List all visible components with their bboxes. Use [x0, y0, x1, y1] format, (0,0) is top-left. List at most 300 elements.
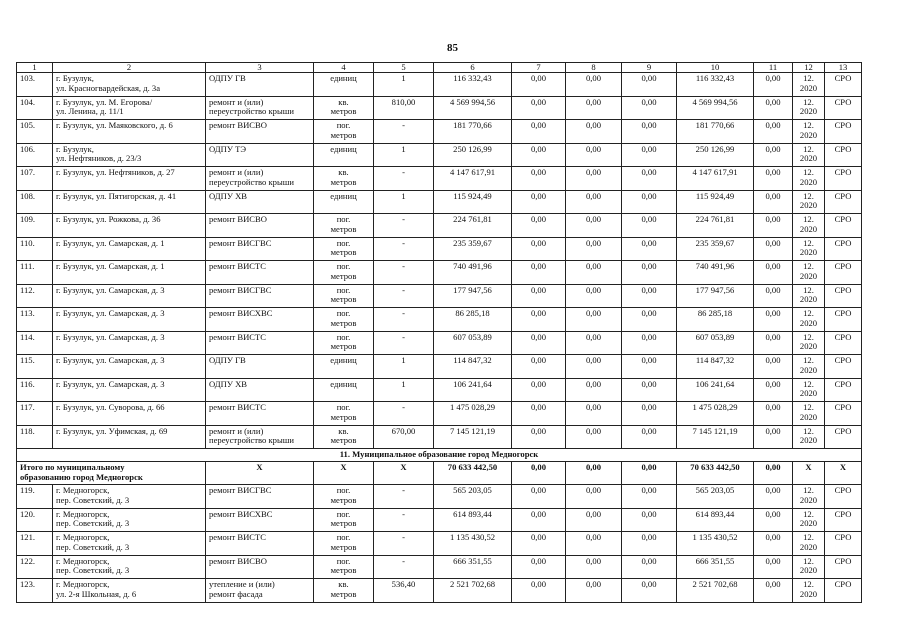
value-cell: 0,00 — [754, 532, 793, 556]
value-cell: 0,00 — [754, 378, 793, 402]
value-cell: 0,00 — [754, 167, 793, 191]
work-type-cell — [206, 555, 314, 579]
deadline-cell-line: 2020 — [799, 223, 818, 234]
value-cell: 0,00 — [512, 331, 566, 355]
address-cell-line: г. Бузулук, ул. Уфимская, д. 69 — [56, 425, 168, 436]
fund-cost-cell: 4 147 617,91 — [677, 167, 754, 191]
method-cell: СРО — [825, 308, 862, 332]
value-cell: 0,00 — [622, 508, 677, 532]
unit-cell-line: метров — [330, 294, 357, 305]
column-header: 8 — [566, 63, 622, 73]
row-number: 105. — [17, 120, 53, 144]
deadline-cell-line: 2020 — [799, 541, 818, 552]
work-type-cell — [206, 214, 314, 238]
unit-cell — [314, 555, 374, 579]
deadline-cell — [793, 190, 825, 214]
method-cell: СРО — [825, 120, 862, 144]
quantity-cell: 1 — [374, 190, 434, 214]
unit-cell — [314, 167, 374, 191]
value-cell: 0,00 — [512, 355, 566, 379]
unit-cell — [314, 284, 374, 308]
table-row — [17, 284, 862, 308]
value-cell: 0,00 — [754, 508, 793, 532]
deadline-cell-line: 12. — [803, 508, 814, 519]
address-cell — [53, 331, 206, 355]
table-row — [17, 579, 862, 603]
subtotal-value: X — [374, 462, 434, 485]
quantity-cell: - — [374, 532, 434, 556]
deadline-cell — [793, 73, 825, 97]
unit-cell-line: метров — [330, 494, 357, 505]
total-cost-cell: 2 521 702,68 — [434, 579, 512, 603]
address-cell — [53, 532, 206, 556]
value-cell: 0,00 — [622, 73, 677, 97]
deadline-cell-line: 12. — [803, 261, 814, 271]
work-type-cell — [206, 425, 314, 449]
unit-cell — [314, 579, 374, 603]
value-cell: 0,00 — [566, 485, 622, 509]
subtotal-value: X — [825, 462, 862, 485]
value-cell: 0,00 — [566, 143, 622, 167]
deadline-cell-line: 12. — [803, 214, 814, 224]
fund-cost-cell: 666 351,55 — [677, 555, 754, 579]
value-cell: 0,00 — [512, 143, 566, 167]
unit-cell-line: метров — [330, 176, 357, 187]
value-cell: 0,00 — [754, 284, 793, 308]
quantity-cell: - — [374, 331, 434, 355]
row-number: 120. — [17, 508, 53, 532]
value-cell: 0,00 — [622, 485, 677, 509]
work-type-cell — [206, 120, 314, 144]
total-cost-cell: 250 126,99 — [434, 143, 512, 167]
unit-cell — [314, 378, 374, 402]
table-row — [17, 167, 862, 191]
quantity-cell: 1 — [374, 378, 434, 402]
total-cost-cell: 235 359,67 — [434, 237, 512, 261]
address-cell — [53, 485, 206, 509]
address-cell-line: г. Медногорск, — [56, 555, 110, 566]
unit-cell — [314, 402, 374, 426]
deadline-cell-line: 12. — [803, 402, 814, 412]
value-cell: 0,00 — [622, 331, 677, 355]
work-type-cell-line: ремонт и (или) — [209, 96, 264, 107]
unit-cell-line: метров — [330, 270, 357, 281]
value-cell: 0,00 — [566, 96, 622, 120]
value-cell: 0,00 — [622, 284, 677, 308]
quantity-cell: 1 — [374, 73, 434, 97]
deadline-cell — [793, 284, 825, 308]
column-header: 6 — [434, 63, 512, 73]
deadline-cell-line: 2020 — [799, 518, 818, 529]
column-number-row — [17, 63, 862, 73]
unit-cell-line: пог. — [336, 485, 351, 495]
value-cell: 0,00 — [754, 261, 793, 285]
deadline-cell — [793, 308, 825, 332]
address-cell-line: г. Бузулук, ул. Самарская, д. 3 — [56, 284, 165, 295]
deadline-cell-line: 2020 — [799, 494, 818, 505]
fund-cost-cell: 4 569 994,56 — [677, 96, 754, 120]
row-number: 114. — [17, 331, 53, 355]
value-cell: 0,00 — [512, 579, 566, 603]
deadline-cell-line: 2020 — [799, 200, 818, 211]
work-type-cell — [206, 237, 314, 261]
work-type-cell — [206, 532, 314, 556]
unit-cell-line: пог. — [336, 237, 351, 248]
address-cell-line: г. Бузулук, ул. М. Егорова/ — [56, 96, 153, 107]
subtotal-value: 0,00 — [754, 462, 793, 485]
value-cell: 0,00 — [622, 96, 677, 120]
subtotal-value: 70 633 442,50 — [677, 462, 754, 485]
deadline-cell-line: 12. — [803, 485, 814, 495]
value-cell: 0,00 — [566, 120, 622, 144]
address-cell-line: ул. Ленина, д. 11/1 — [56, 106, 124, 117]
work-type-cell-line: ремонт и (или) — [209, 425, 264, 436]
address-cell — [53, 284, 206, 308]
section-row — [17, 449, 862, 462]
value-cell: 0,00 — [512, 425, 566, 449]
row-number: 110. — [17, 237, 53, 261]
value-cell: 0,00 — [566, 425, 622, 449]
subtotal-row — [17, 462, 862, 485]
value-cell: 0,00 — [622, 532, 677, 556]
work-type-cell-line: ремонт ВИСТС — [209, 532, 267, 542]
total-cost-cell: 116 332,43 — [434, 73, 512, 97]
deadline-cell-line: 12. — [803, 532, 814, 542]
method-cell: СРО — [825, 331, 862, 355]
deadline-cell-line: 2020 — [799, 247, 818, 258]
quantity-cell: - — [374, 261, 434, 285]
value-cell: 0,00 — [512, 532, 566, 556]
column-header: 4 — [314, 63, 374, 73]
table-row — [17, 331, 862, 355]
work-type-cell — [206, 508, 314, 532]
table-row — [17, 143, 862, 167]
subtotal-value: 0,00 — [622, 462, 677, 485]
address-cell-line: г. Бузулук, ул. Рожкова, д. 36 — [56, 214, 161, 224]
value-cell: 0,00 — [566, 508, 622, 532]
address-cell — [53, 508, 206, 532]
fund-cost-cell: 7 145 121,19 — [677, 425, 754, 449]
total-cost-cell: 115 924,49 — [434, 190, 512, 214]
deadline-cell-line: 2020 — [799, 364, 818, 375]
work-type-cell — [206, 143, 314, 167]
page-number: 85 — [447, 42, 458, 54]
value-cell: 0,00 — [512, 378, 566, 402]
method-cell: СРО — [825, 284, 862, 308]
subtotal-label-line: Итого по муниципальному — [20, 462, 125, 472]
address-cell — [53, 167, 206, 191]
address-cell-line: г. Бузулук, ул. Самарская, д. 3 — [56, 308, 165, 318]
fund-cost-cell: 740 491,96 — [677, 261, 754, 285]
deadline-cell — [793, 402, 825, 426]
address-cell — [53, 237, 206, 261]
quantity-cell: - — [374, 167, 434, 191]
method-cell: СРО — [825, 261, 862, 285]
method-cell: СРО — [825, 555, 862, 579]
column-header: 2 — [53, 63, 206, 73]
value-cell: 0,00 — [754, 237, 793, 261]
address-cell — [53, 308, 206, 332]
table-row — [17, 73, 862, 97]
row-number: 113. — [17, 308, 53, 332]
fund-cost-cell: 115 924,49 — [677, 190, 754, 214]
unit-cell-line: кв. — [338, 579, 349, 589]
address-cell-line: г. Бузулук, ул. Самарская, д. 3 — [56, 355, 165, 365]
row-number: 109. — [17, 214, 53, 238]
fund-cost-cell: 235 359,67 — [677, 237, 754, 261]
deadline-cell-line: 2020 — [799, 294, 818, 305]
fund-cost-cell: 614 893,44 — [677, 508, 754, 532]
value-cell: 0,00 — [512, 308, 566, 332]
address-cell-line: ул. Красногвардейская, д. 3а — [56, 82, 161, 93]
unit-cell-line: пог. — [336, 402, 351, 412]
unit-cell — [314, 425, 374, 449]
row-number: 107. — [17, 167, 53, 191]
subtotal-value: 0,00 — [566, 462, 622, 485]
work-type-cell — [206, 355, 314, 379]
value-cell: 0,00 — [566, 402, 622, 426]
method-cell: СРО — [825, 579, 862, 603]
section-title: 11. Муниципальное образование город Медногорск — [17, 449, 862, 462]
deadline-cell-line: 12. — [803, 96, 814, 107]
unit-cell — [314, 308, 374, 332]
unit-cell-line: единиц — [330, 190, 357, 201]
method-cell: СРО — [825, 485, 862, 509]
value-cell: 0,00 — [512, 73, 566, 97]
value-cell: 0,00 — [754, 214, 793, 238]
method-cell: СРО — [825, 532, 862, 556]
value-cell: 0,00 — [754, 485, 793, 509]
row-number: 118. — [17, 425, 53, 449]
value-cell: 0,00 — [754, 425, 793, 449]
unit-cell-line: единиц — [330, 73, 357, 83]
work-type-cell-line: ремонт ВИСТС — [209, 402, 267, 412]
deadline-cell-line: 12. — [803, 143, 814, 154]
value-cell: 0,00 — [622, 143, 677, 167]
value-cell: 0,00 — [754, 190, 793, 214]
method-cell: СРО — [825, 73, 862, 97]
deadline-cell — [793, 425, 825, 449]
total-cost-cell: 565 203,05 — [434, 485, 512, 509]
work-type-cell — [206, 579, 314, 603]
total-cost-cell: 1 475 028,29 — [434, 402, 512, 426]
method-cell: СРО — [825, 355, 862, 379]
unit-cell — [314, 120, 374, 144]
value-cell: 0,00 — [622, 214, 677, 238]
value-cell: 0,00 — [512, 96, 566, 120]
unit-cell-line: единиц — [330, 378, 357, 389]
quantity-cell: - — [374, 214, 434, 238]
unit-cell — [314, 331, 374, 355]
unit-cell-line: пог. — [336, 555, 351, 566]
value-cell: 0,00 — [512, 508, 566, 532]
value-cell: 0,00 — [754, 355, 793, 379]
unit-cell-line: метров — [330, 317, 357, 328]
value-cell: 0,00 — [622, 355, 677, 379]
quantity-cell: - — [374, 402, 434, 426]
unit-cell-line: метров — [330, 223, 357, 234]
address-cell — [53, 143, 206, 167]
address-cell — [53, 378, 206, 402]
value-cell: 0,00 — [754, 579, 793, 603]
unit-cell-line: метров — [330, 518, 357, 529]
column-header: 13 — [825, 63, 862, 73]
work-type-cell — [206, 331, 314, 355]
value-cell: 0,00 — [622, 237, 677, 261]
deadline-cell-line: 12. — [803, 284, 814, 295]
method-cell: СРО — [825, 190, 862, 214]
value-cell: 0,00 — [512, 402, 566, 426]
address-cell — [53, 96, 206, 120]
value-cell: 0,00 — [512, 237, 566, 261]
row-number: 123. — [17, 579, 53, 603]
unit-cell — [314, 237, 374, 261]
value-cell: 0,00 — [754, 402, 793, 426]
address-cell-line: пер. Советский, д. 3 — [56, 518, 130, 529]
row-number: 122. — [17, 555, 53, 579]
fund-cost-cell: 250 126,99 — [677, 143, 754, 167]
work-type-cell-line: ремонт фасада — [209, 588, 263, 599]
method-cell: СРО — [825, 214, 862, 238]
table-row — [17, 378, 862, 402]
value-cell: 0,00 — [566, 579, 622, 603]
table-row — [17, 402, 862, 426]
deadline-cell-line: 12. — [803, 237, 814, 248]
deadline-cell-line: 12. — [803, 308, 814, 318]
address-cell-line: ул. Нефтяников, д. 23/3 — [56, 153, 142, 164]
deadline-cell-line: 12. — [803, 579, 814, 589]
value-cell: 0,00 — [622, 120, 677, 144]
address-cell-line: г. Медногорск, — [56, 485, 110, 495]
work-type-cell-line: ремонт ВИСТС — [209, 261, 267, 271]
quantity-cell: 1 — [374, 143, 434, 167]
table-row — [17, 237, 862, 261]
address-cell — [53, 355, 206, 379]
method-cell: СРО — [825, 378, 862, 402]
value-cell: 0,00 — [754, 308, 793, 332]
quantity-cell: - — [374, 485, 434, 509]
quantity-cell: 536,40 — [374, 579, 434, 603]
deadline-cell — [793, 96, 825, 120]
deadline-cell-line: 2020 — [799, 317, 818, 328]
deadline-cell — [793, 143, 825, 167]
method-cell: СРО — [825, 425, 862, 449]
unit-cell — [314, 143, 374, 167]
deadline-cell — [793, 532, 825, 556]
row-number: 112. — [17, 284, 53, 308]
row-number: 106. — [17, 143, 53, 167]
work-type-cell-line: ОДПУ ХВ — [209, 190, 248, 201]
table-row — [17, 485, 862, 509]
row-number: 116. — [17, 378, 53, 402]
address-cell — [53, 214, 206, 238]
quantity-cell: - — [374, 237, 434, 261]
value-cell: 0,00 — [566, 331, 622, 355]
value-cell: 0,00 — [566, 214, 622, 238]
quantity-cell: - — [374, 555, 434, 579]
total-cost-cell: 614 893,44 — [434, 508, 512, 532]
address-cell-line: пер. Советский, д. 3 — [56, 541, 130, 552]
deadline-cell-line: 2020 — [799, 129, 818, 140]
address-cell-line: г. Бузулук, ул. Самарская, д. 1 — [56, 261, 165, 271]
value-cell: 0,00 — [512, 284, 566, 308]
address-cell — [53, 73, 206, 97]
value-cell: 0,00 — [754, 143, 793, 167]
deadline-cell-line: 2020 — [799, 176, 818, 187]
value-cell: 0,00 — [566, 190, 622, 214]
deadline-cell — [793, 485, 825, 509]
deadline-cell-line: 12. — [803, 331, 814, 342]
table-row — [17, 355, 862, 379]
fund-cost-cell: 116 332,43 — [677, 73, 754, 97]
column-header: 9 — [622, 63, 677, 73]
address-cell-line: г. Бузулук, ул. Самарская, д. 1 — [56, 237, 165, 248]
method-cell: СРО — [825, 167, 862, 191]
table-row — [17, 190, 862, 214]
address-cell-line: г. Бузулук, ул. Самарская, д. 3 — [56, 331, 165, 342]
deadline-cell-line: 2020 — [799, 565, 818, 576]
value-cell: 0,00 — [512, 120, 566, 144]
deadline-cell-line: 12. — [803, 167, 814, 177]
table-row — [17, 261, 862, 285]
deadline-cell-line: 12. — [803, 190, 814, 201]
work-type-cell-line: ОДПУ ГВ — [209, 73, 246, 83]
fund-cost-cell: 114 847,32 — [677, 355, 754, 379]
row-number: 104. — [17, 96, 53, 120]
value-cell: 0,00 — [566, 555, 622, 579]
subtotal-value: X — [206, 462, 314, 485]
deadline-cell-line: 12. — [803, 425, 814, 436]
work-type-cell — [206, 73, 314, 97]
table-row — [17, 308, 862, 332]
column-header: 1 — [17, 63, 53, 73]
row-number: 121. — [17, 532, 53, 556]
fund-cost-cell: 607 053,89 — [677, 331, 754, 355]
deadline-cell — [793, 237, 825, 261]
table-row — [17, 120, 862, 144]
value-cell: 0,00 — [566, 308, 622, 332]
fund-cost-cell: 224 761,81 — [677, 214, 754, 238]
work-type-cell-line: ремонт и (или) — [209, 167, 264, 177]
column-header: 3 — [206, 63, 314, 73]
unit-cell — [314, 214, 374, 238]
value-cell: 0,00 — [566, 355, 622, 379]
unit-cell — [314, 508, 374, 532]
row-number: 115. — [17, 355, 53, 379]
column-header: 7 — [512, 63, 566, 73]
fund-cost-cell: 181 770,66 — [677, 120, 754, 144]
unit-cell-line: единиц — [330, 143, 357, 154]
work-type-cell — [206, 167, 314, 191]
fund-cost-cell: 106 241,64 — [677, 378, 754, 402]
deadline-cell-line: 12. — [803, 120, 814, 130]
unit-cell — [314, 190, 374, 214]
total-cost-cell: 4 147 617,91 — [434, 167, 512, 191]
address-cell-line: пер. Советский, д. 3 — [56, 494, 130, 505]
total-cost-cell: 177 947,56 — [434, 284, 512, 308]
unit-cell — [314, 485, 374, 509]
quantity-cell: 1 — [374, 355, 434, 379]
column-header: 5 — [374, 63, 434, 73]
quantity-cell: - — [374, 120, 434, 144]
row-number: 117. — [17, 402, 53, 426]
table-row — [17, 508, 862, 532]
quantity-cell: 670,00 — [374, 425, 434, 449]
address-cell — [53, 402, 206, 426]
address-cell-line: г. Бузулук, — [56, 143, 94, 154]
unit-cell-line: метров — [330, 129, 357, 140]
address-cell — [53, 261, 206, 285]
